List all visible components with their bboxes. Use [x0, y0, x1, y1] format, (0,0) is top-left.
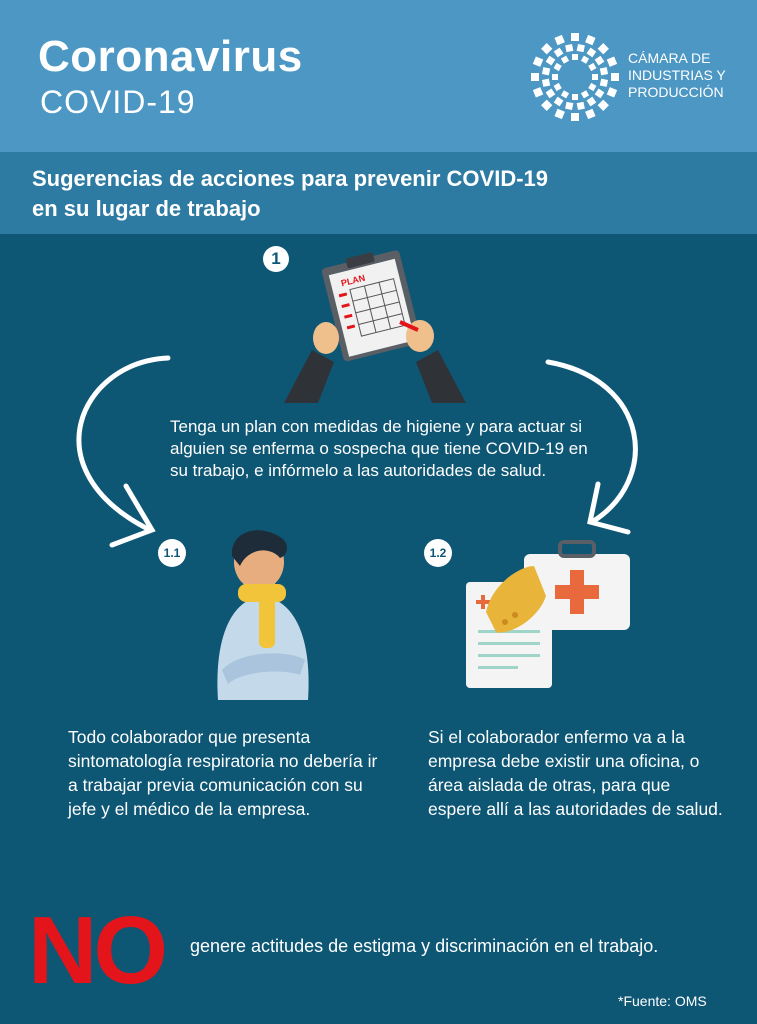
org-name-line: CÁMARA DE	[628, 50, 711, 66]
medical-kit-icon	[466, 542, 630, 688]
step-number-badge: 1.2	[424, 539, 452, 567]
source-note: *Fuente: OMS	[618, 993, 707, 1009]
step-number-badge: 1	[263, 246, 289, 272]
clipboard-plan-label: PLAN	[339, 272, 367, 289]
step-1-1-text: Todo colaborador que presenta sintomatología respiratoria no debería ir a trabajar previa comunicación con su jefe y el médico de la empresa.	[68, 727, 378, 819]
page-subtitle: COVID-19	[40, 84, 196, 120]
step-1-text: Tenga un plan con medidas de higiene y para actuar si alguien se enferma o sospecha que tiene COVID-19 en su trabajo, e infórmelo a las autoridades de salud.	[170, 417, 588, 480]
section-heading-line: Sugerencias de acciones para prevenir COVID-19	[32, 166, 549, 191]
sick-person-icon	[217, 530, 308, 700]
no-message: genere actitudes de estigma y discriminación en el trabajo.	[190, 936, 659, 956]
org-name-line: PRODUCCIÓN	[628, 84, 724, 100]
page-title: Coronavirus	[38, 32, 303, 81]
org-name-line: INDUSTRIAS Y	[628, 67, 726, 83]
plan-clipboard-icon	[284, 246, 466, 403]
section-heading-line: en su lugar de trabajo	[32, 196, 261, 221]
step-1-2-text: Si el colaborador enfermo va a la empresa debe existir una oficina, o área aislada de otras, para que espere allí a las autoridades de salud.	[428, 727, 723, 819]
step-number-badge: 1.1	[158, 539, 186, 567]
no-emphasis: NO	[28, 897, 164, 1004]
curved-arrow-left-icon	[79, 358, 168, 545]
